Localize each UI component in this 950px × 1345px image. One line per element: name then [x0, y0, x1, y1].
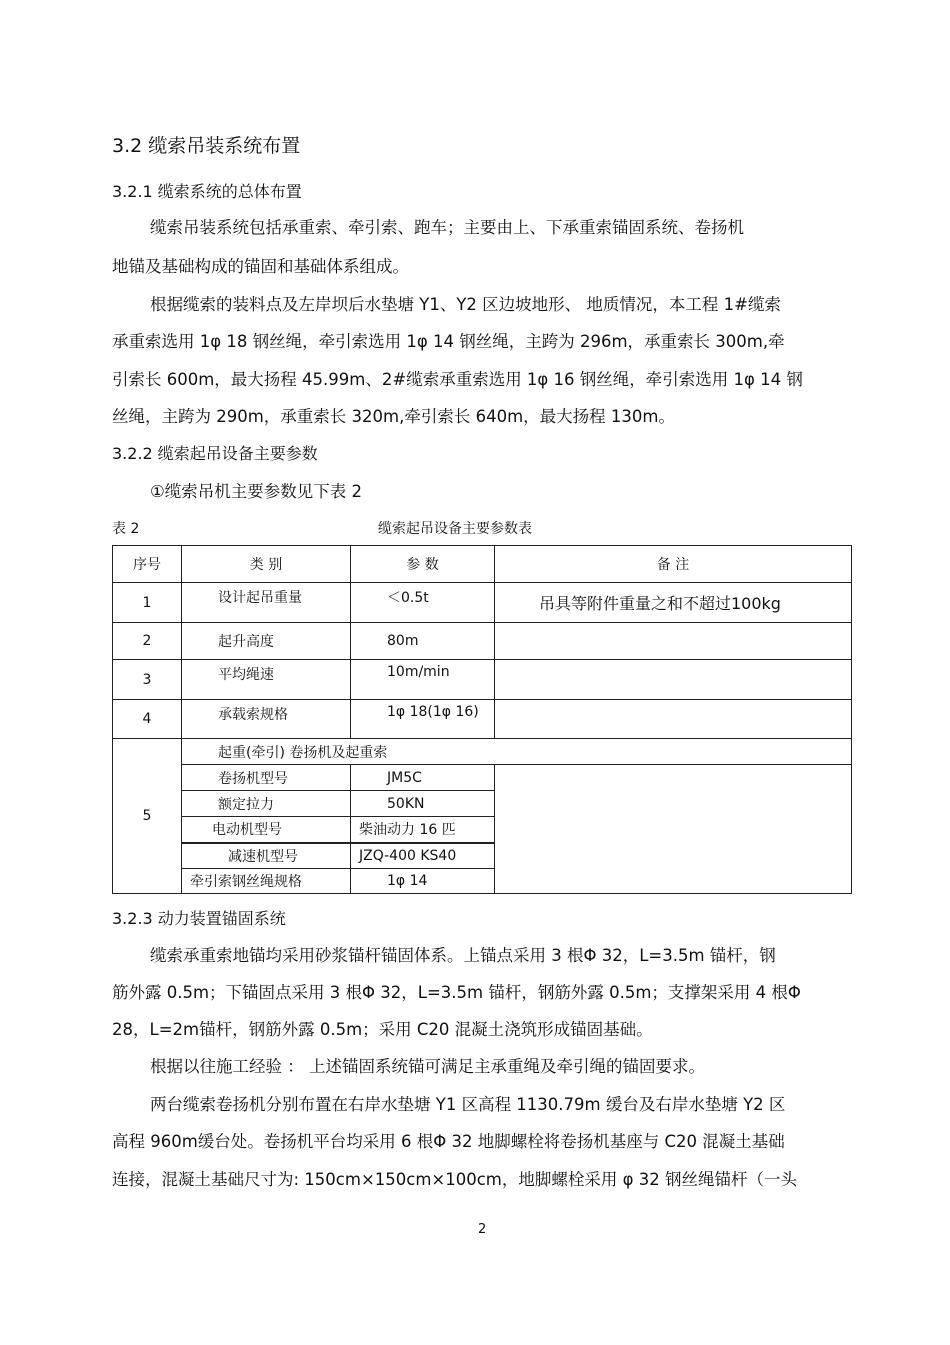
row-no: 1 — [113, 583, 182, 623]
group-title: 起重(牵引) 卷扬机及起重索 — [182, 739, 852, 765]
table-header-row — [113, 546, 852, 583]
section-title: 3.2 缆索吊装系统布置 — [112, 135, 301, 157]
row-param: ＜0.5t — [351, 583, 495, 623]
row-category: 起升高度 — [182, 623, 351, 660]
row-param: 柴油动力 16 匹 — [351, 817, 495, 843]
paragraph-line: 根据缆索的装料点及左岸坝后水垫塘 Y1、Y2 区边坡地形、 地质情况，本工程 1#缆索 — [150, 295, 781, 314]
paragraph-line: 根据以往施工经验 ： 上述锚固系统锚可满足主承重绳及牵引绳的锚固要求。 — [150, 1057, 705, 1076]
paragraph-line: 承重索选用 1φ 18 钢丝绳，牵引索选用 1φ 14 钢丝绳，主跨为 296m，承重索长 300m,牵 — [112, 332, 785, 351]
row-param: JM5C — [351, 765, 495, 791]
table-row — [113, 660, 852, 700]
table-title: 缆索起吊设备主要参数表 — [378, 521, 532, 537]
header-note: 备 注 — [495, 546, 852, 583]
paragraph-line: 缆索承重索地锚均采用砂浆锚杆锚固体系。上锚点采用 3 根Φ 32，L=3.5m 锚杆，钢 — [150, 946, 776, 965]
row-no: 4 — [113, 700, 182, 739]
row-param: JZQ-400 KS40 — [351, 843, 495, 869]
row-note — [495, 700, 852, 739]
row-category: 承载索规格 — [182, 700, 351, 739]
table-group-header-row — [113, 739, 852, 765]
heading-3-2-1: 3.2.1 缆索系统的总体布置 — [112, 182, 302, 201]
table-row — [113, 700, 852, 739]
paragraph-line: 高程 960m缓台处。卷扬机平台均采用 6 根Φ 32 地脚螺栓将卷扬机基座与 C20 混凝土基础 — [112, 1132, 785, 1151]
row-param: 50KN — [351, 791, 495, 817]
header-category: 类 别 — [182, 546, 351, 583]
row-category: 额定拉力 — [182, 791, 351, 817]
row-param: 1φ 14 — [351, 869, 495, 894]
table-row — [113, 583, 852, 623]
paragraph-line: 丝绳，主跨为 290m，承重索长 320m,牵引索长 640m，最大扬程 130m。 — [112, 407, 675, 426]
table-row — [113, 765, 852, 791]
heading-3-2-3: 3.2.3 动力装置锚固系统 — [112, 909, 286, 928]
row-param: 80m — [351, 623, 495, 660]
row-category: 牵引索钢丝绳规格 — [182, 869, 351, 894]
heading-3-2-2: 3.2.2 缆索起吊设备主要参数 — [112, 444, 318, 463]
row-note — [495, 660, 852, 700]
paragraph-line: 引索长 600m，最大扬程 45.99m、2#缆索承重索选用 1φ 16 钢丝绳，牵引索选用 1φ 14 钢 — [112, 370, 803, 389]
row-no: 2 — [113, 623, 182, 660]
row-category: 平均绳速 — [182, 660, 351, 700]
table-intro: ①缆索吊机主要参数见下表 2 — [150, 482, 363, 501]
paragraph-line: 连接，混凝土基础尺寸为: 150cm×150cm×100cm，地脚螺栓采用 φ 32 钢丝绳锚杆（一头 — [112, 1170, 797, 1189]
parameter-table — [112, 545, 852, 894]
paragraph-line: 两台缆索卷扬机分别布置在右岸水垫塘 Y1 区高程 1130.79m 缓台及右岸水垫塘 Y2 区 — [150, 1095, 786, 1114]
group-no: 5 — [113, 739, 182, 894]
table-row — [113, 623, 852, 660]
paragraph-line: 地锚及基础构成的锚固和基础体系组成。 — [112, 257, 409, 276]
row-note: 吊具等附件重量之和不超过100kg — [495, 583, 852, 623]
paragraph-line: 筋外露 0.5m；下锚固点采用 3 根Φ 32，L=3.5m 锚杆，钢筋外露 0.5m；支撑架采用 4 根Φ — [112, 983, 801, 1002]
row-category: 减速机型号 — [182, 843, 351, 869]
paragraph-line: 28，L=2m锚杆，钢筋外露 0.5m；采用 C20 混凝土浇筑形成锚固基础。 — [112, 1020, 653, 1039]
row-category: 设计起吊重量 — [182, 583, 351, 623]
row-category: 电动机型号 — [182, 817, 351, 843]
group-note — [495, 765, 852, 894]
row-param: 10m/min — [351, 660, 495, 700]
page-number: 2 — [478, 1222, 487, 1237]
header-param: 参 数 — [351, 546, 495, 583]
row-no: 3 — [113, 660, 182, 700]
row-param: 1φ 18(1φ 16) — [351, 700, 495, 739]
row-note — [495, 623, 852, 660]
header-no: 序号 — [113, 546, 182, 583]
table-number: 表 2 — [112, 521, 140, 537]
paragraph-line: 缆索吊装系统包括承重索、牵引索、跑车；主要由上、下承重索锚固系统、卷扬机 — [150, 218, 744, 237]
row-category: 卷扬机型号 — [182, 765, 351, 791]
